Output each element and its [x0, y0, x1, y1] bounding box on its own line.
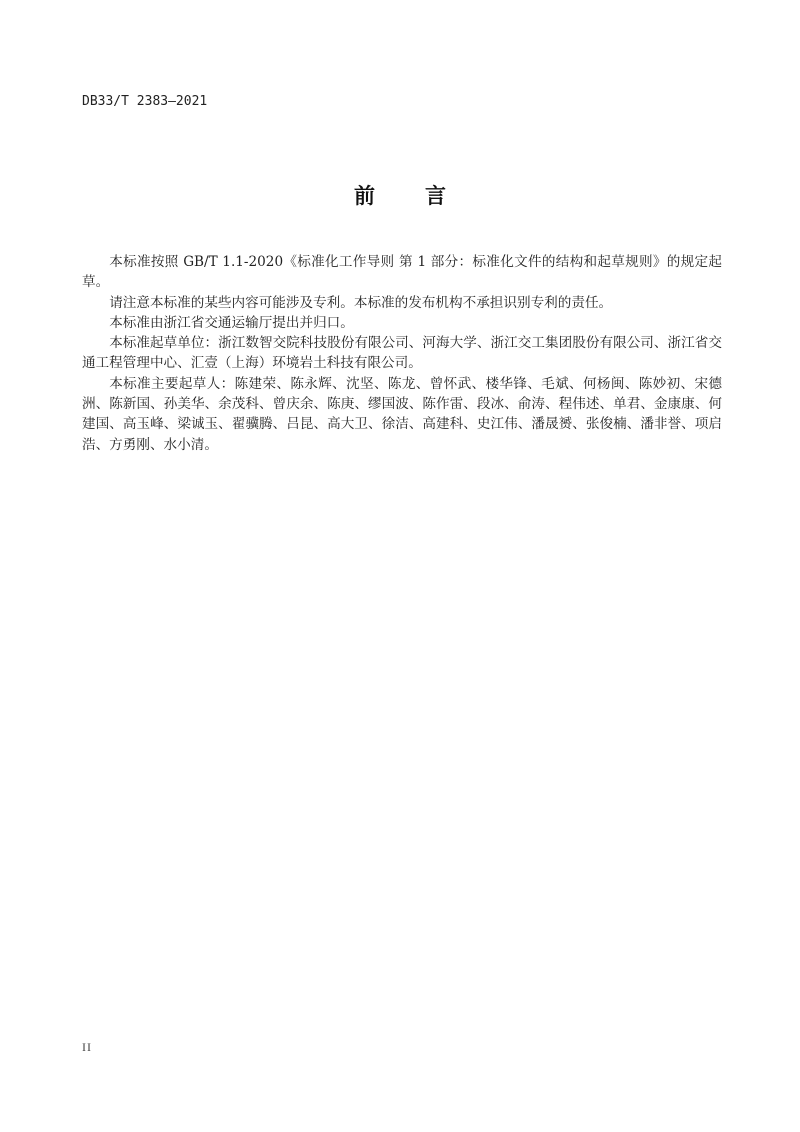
paragraph-drafting-units: 本标准起草单位：浙江数智交院科技股份有限公司、河海大学、浙江交工集团股份有限公司、浙江省交通工程管理中心、汇壹（上海）环境岩土科技有限公司。: [82, 335, 722, 372]
paragraph-patent-notice: 请注意本标准的某些内容可能涉及专利。本标准的发布机构不承担识别专利的责任。: [109, 294, 613, 311]
paragraph-proposer: 本标准由浙江省交通运输厅提出并归口。: [109, 314, 354, 331]
paragraph-drafting-rules: 本标准按照 GB/T 1.1-2020《标准化工作导则 第 1 部分：标准化文件的结构和起草规则》的规定起草。: [82, 254, 722, 291]
page-title: [0, 180, 800, 210]
paragraph-drafters: 本标准主要起草人：陈建荣、陈永辉、沈坚、陈龙、曾怀武、楼华锋、毛斌、何杨闽、陈妙初、宋德洲、陈新国、孙美华、余茂科、曾庆余、陈庚、缪国波、陈作雷、段冰、俞涛、程伟述、单君、金康康、何建国、高玉峰、梁诚玉、翟骥腾、吕昆、高大卫、徐洁、高建科、史江伟、潘晟赟、张俊楠、潘非誉、项启浩、方勇刚、水小清。: [82, 375, 722, 453]
title-char-1: 前: [354, 184, 375, 208]
page-number: II: [82, 1040, 92, 1054]
title-char-2: 言: [425, 184, 446, 208]
standard-code-header: DB33/T 2383—2021: [82, 94, 208, 109]
foreword-body: [82, 252, 722, 455]
